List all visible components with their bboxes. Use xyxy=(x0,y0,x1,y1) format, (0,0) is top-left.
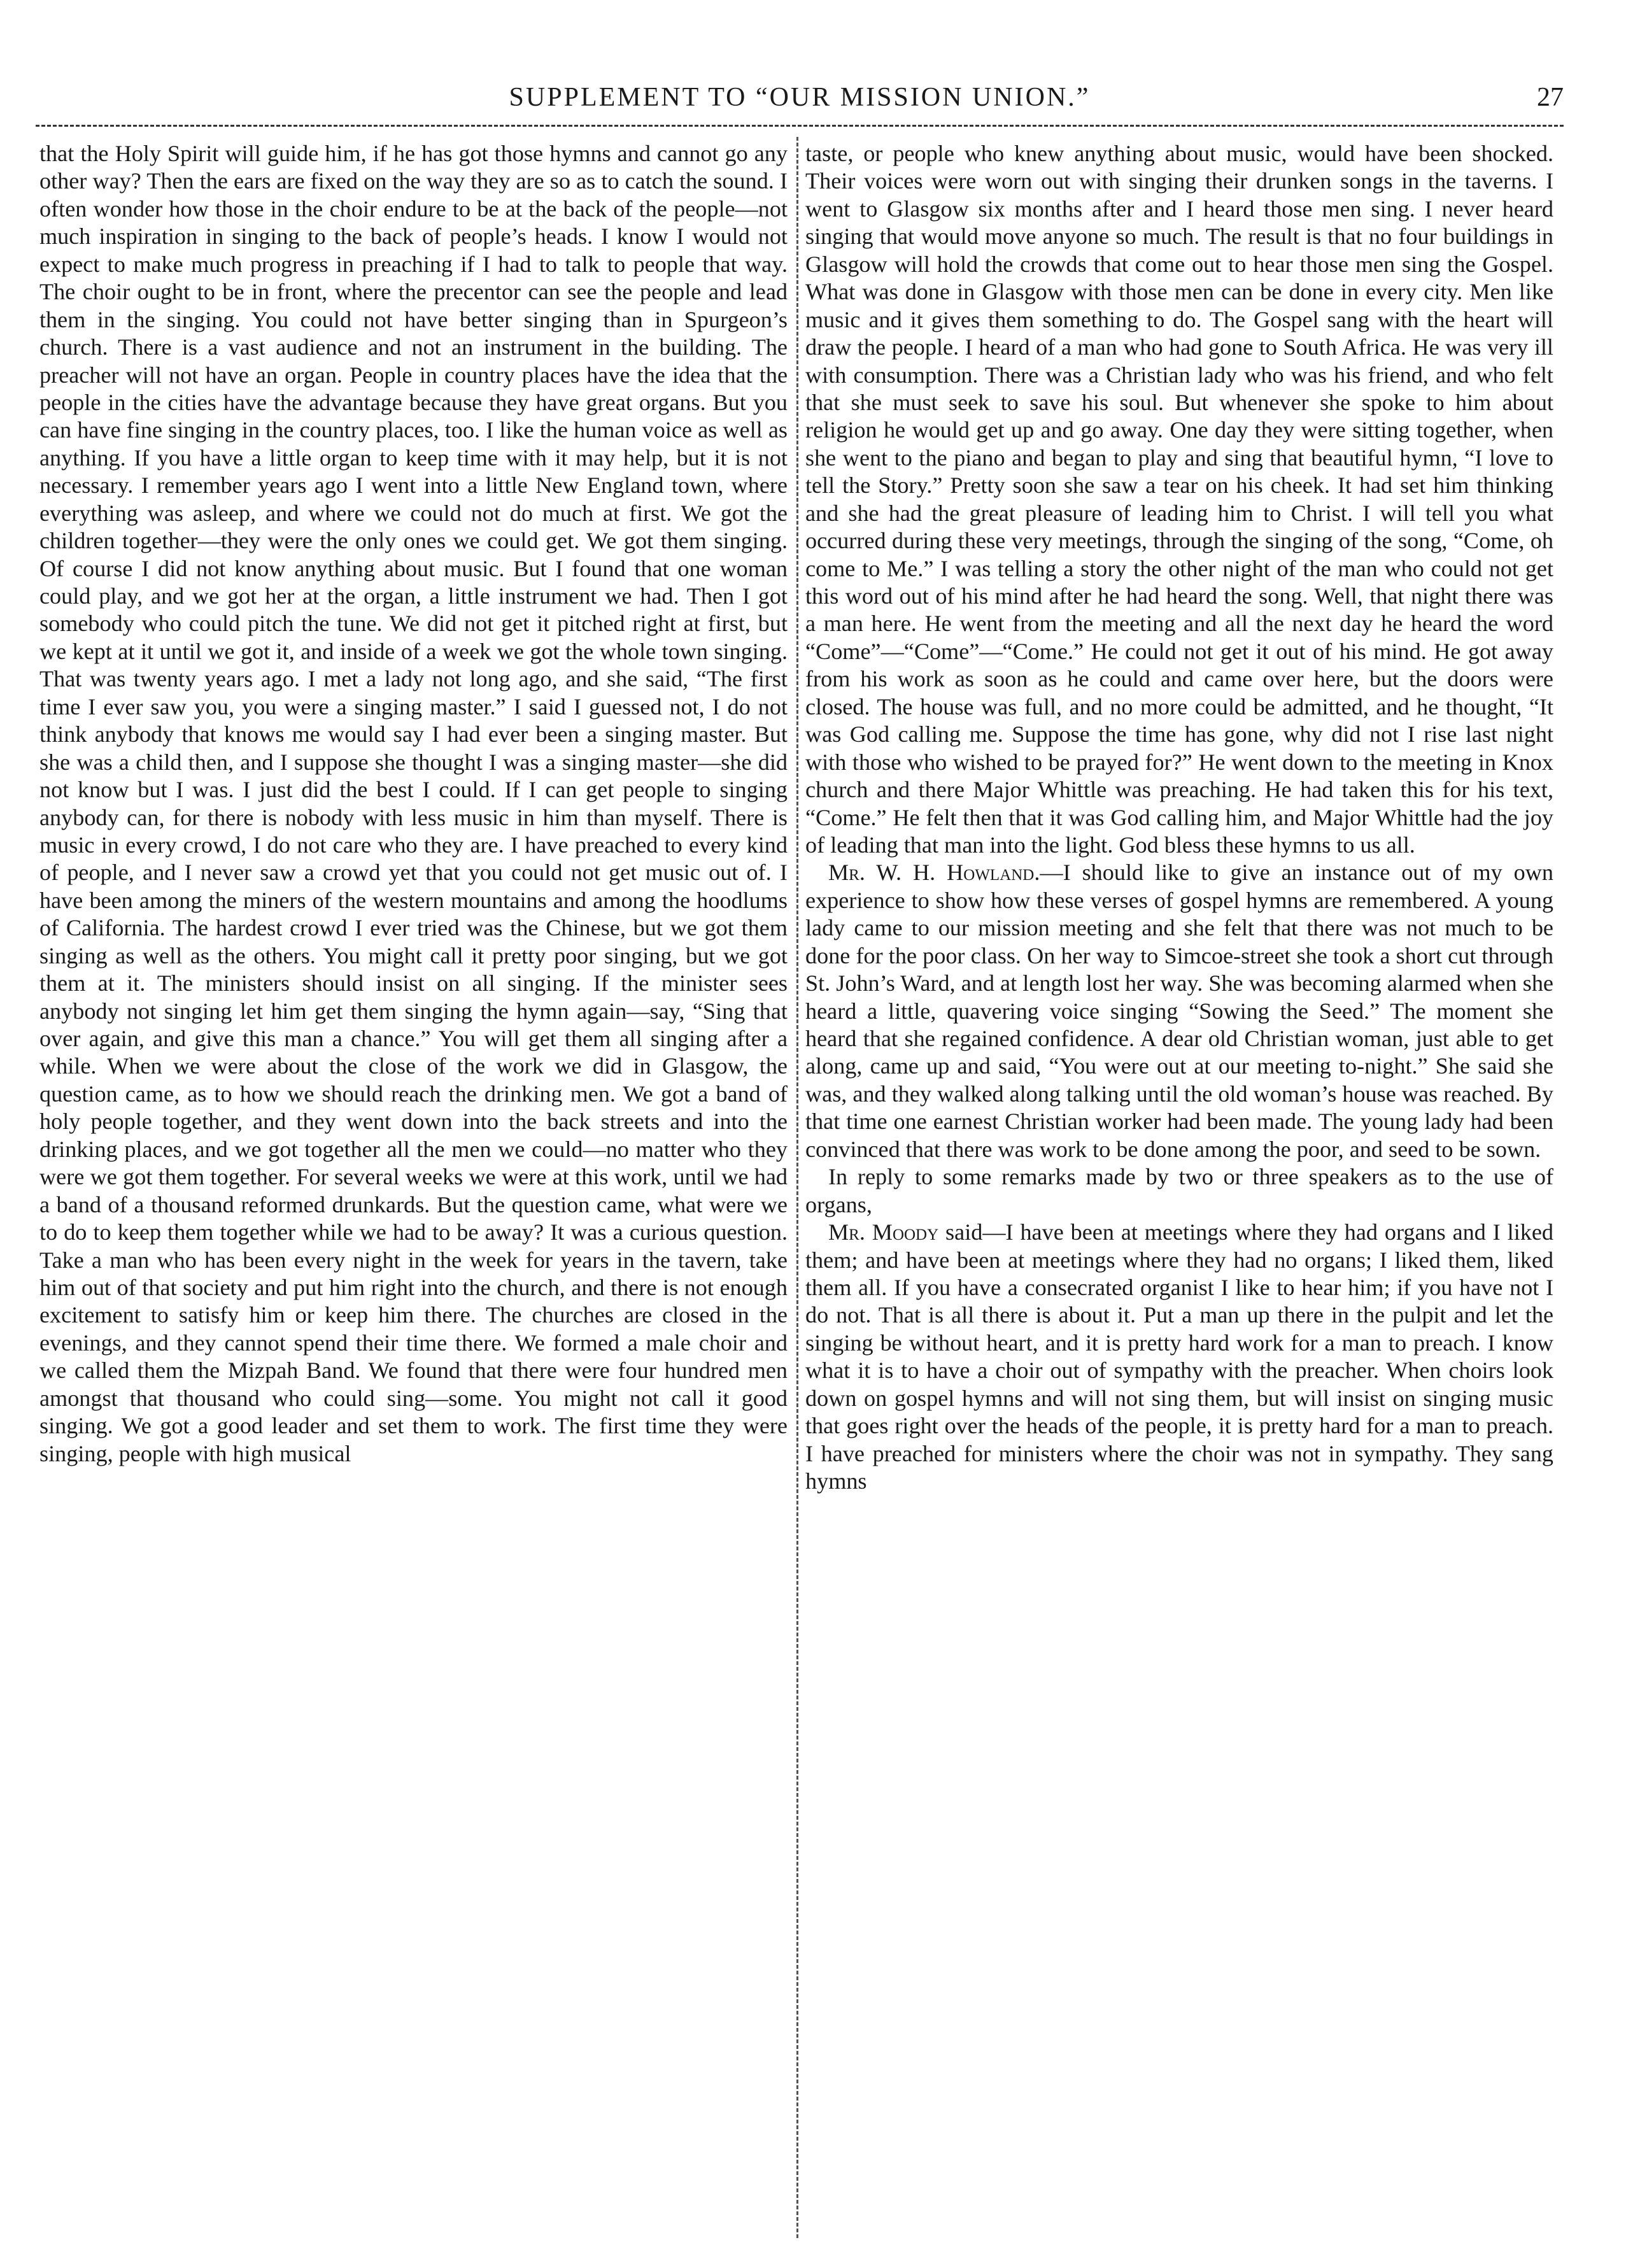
howland-text: —I should like to give an instance out of my own experience to show how these verses of gospel hymns are remembered. A young lady came to our mission meeting and she felt that there was not much to be done for the poor class. On her way to Simcoe-street she took a short cut through St. John’s Ward, and at length lost her way. She was becoming alarmed when she heard a little, quavering voice singing “Sowing the Seed.” The moment she heard that she regained confidence. A dear old Christian woman, just able to get along, came up and said, “You were out at our meeting to-night.” She said she was, and they walked along talking until the old woman’s house was reached. By that time one earnest Christian worker had been made. The young lady had been convinced that there was work to be done among the poor, and seed to be sown. xyxy=(805,860,1553,1162)
right-column xyxy=(805,140,1553,2235)
page-header xyxy=(36,75,1564,120)
header-divider xyxy=(36,125,1564,127)
moody-paragraph xyxy=(805,1219,1553,1495)
speaker-name-moody: Mr. Moody xyxy=(828,1219,939,1245)
running-title: SUPPLEMENT TO “OUR MISSION UNION.” xyxy=(509,83,1091,112)
speaker-name-howland: Mr. W. H. Howland. xyxy=(828,860,1040,886)
right-paragraph-1: taste, or people who knew anything about music, would have been shocked. Their voices were worn out with singing their drunken songs in the taverns. I went to Glasgow six months after and I heard those men sing. I never heard singing that would move anyone so much. The result is that no four buildings in Glasgow will hold the crowds that come out to hear those men sing the Gospel. What was done in Glasgow with those men can be done in every city. Men like music and it gives them something to do. The Gospel sang with the heart will draw the people. I heard of a man who had gone to South Africa. He was very ill with consumption. There was a Christian lady who was his friend, and who felt that she must seek to save his soul. But whenever she spoke to him about religion he would get up and go away. One day they were sitting together, when she went to the piano and began to play and sing that beautiful hymn, “I love to tell the Story.” Pretty soon she saw a tear on his cheek. It had set him thinking and she had the great pleasure of leading him to Christ. I will tell you what occurred during these very meetings, through the singing of the song, “Come, oh come to Me.” I was telling a story the other night of the man who could not get this word out of his mind after he had heard the song. Well, that night there was a man here. He went from the meeting and all the next day he heard the word “Come”—“Come”—“Come.” He could not get it out of his mind. He got away from his work as soon as he could and came over here, but the doors were closed. The house was full, and no more could be admitted, and he thought, “It was God calling me. Suppose the time has gone, why did not I rise last night with those who wished to be prayed for?” He went down to the meeting in Knox church and there Major Whittle was preaching. He had taken this for his text, “Come.” He felt then that it was God calling him, and Major Whittle had the joy of leading that man into the light. God bless these hymns to us all. xyxy=(805,141,1553,858)
organs-intro-paragraph: In reply to some remarks made by two or three speakers as to the use of organs, xyxy=(805,1164,1553,1217)
moody-text: said—I have been at meetings where they had organs and I liked them; and have been at meetings where they had no organs; I liked them, liked them all. If you have a consecrated organist I like to hear him; if you have not I do not. That is all there is about it. Put a man up there in the pulpit and let the singing be without heart, and it is pretty hard work for a man to preach. I know what it is to have a choir out of sympathy with the preacher. When choirs look down on gospel hymns and will not sing them, but will insist on singing music that goes right over the heads of the people, it is pretty hard for a man to preach. I have preached for ministers where the choir was not in sympathy. They sang hymns xyxy=(805,1219,1553,1494)
howland-paragraph xyxy=(805,859,1553,1163)
column-divider xyxy=(796,137,798,2238)
left-column xyxy=(39,140,788,2235)
left-paragraph-1: that the Holy Spirit will guide him, if he has got those hymns and cannot go any other way? Then the ears are fixed on the way they are so as to catch the sound. I often wonder how those in the choir endure to be at the back of the people—not much inspiration in singing to the back of people’s heads. I know I would not expect to make much progress in preaching if I had to talk to people that way. The choir ought to be in front, where the precentor can see the people and lead them in the singing. You could not have better singing than in Spurgeon’s church. There is a vast audience and not an instrument in the building. The preacher will not have an organ. People in country places have the idea that the people in the cities have the advantage because they have great organs. But you can have fine singing in the country places, too. I like the human voice as well as anything. If you have a little organ to keep time with it may help, but it is not necessary. I remember years ago I went into a little New England town, where everything was asleep, and where we could not do much at first. We got the children together—they were the only ones we could get. We got them singing. Of course I did not know anything about music. But I found that one woman could play, and we got her at the organ, a little instrument we had. Then I got somebody who could pitch the tune. We did not get it pitched right at first, but we kept at it until we got it, and inside of a week we got the whole town singing. That was twenty years ago. I met a lady not long ago, and she said, “The first time I ever saw you, you were a singing master.” I said I guessed not, I do not think anybody that knows me would say I had ever been a singing master. But she was a child then, and I suppose she thought I was a singing master—she did not know but I was. I just did the best I could. If I can get people to singing anybody can, for there is nobody with less music in him than myself. There is music in every crowd, I do not care who they are. I have preached to every kind of people, and I never saw a crowd yet that you could not get music out of. I have been among the miners of the western mountains and among the hoodlums of California. The hardest crowd I ever tried was the Chinese, but we got them singing as well as the others. You might call it pretty poor singing, but we got them at it. The ministers should insist on all singing. If the minister sees anybody not singing let him get them singing the hymn again—say, “Sing that over again, and give this man a chance.” You will get them all singing after a while. When we were about the close of the work we did in Glasgow, the question came, as to how we should reach the drinking men. We got a band of holy people together, and they went down into the back streets and into the drinking places, and we got together all the men we could—no matter who they were we got them together. For several weeks we were at this work, until we had a band of a thousand reformed drunkards. But the question came, what were we to do to keep them together while we had to be away? It was a curious question. Take a man who has been every night in the week for years in the tavern, take him out of that society and put him right into the church, and there is not enough excitement to satisfy him or keep him there. The churches are closed in the evenings, and they cannot spend their time there. We formed a male choir and we called them the Mizpah Band. We found that there were four hundred men amongst that thousand who could sing—some. You might not call it good singing. We got a good leader and set them to work. The first time they were singing, people with high musical xyxy=(39,141,788,1466)
page-number: 27 xyxy=(1537,83,1564,112)
